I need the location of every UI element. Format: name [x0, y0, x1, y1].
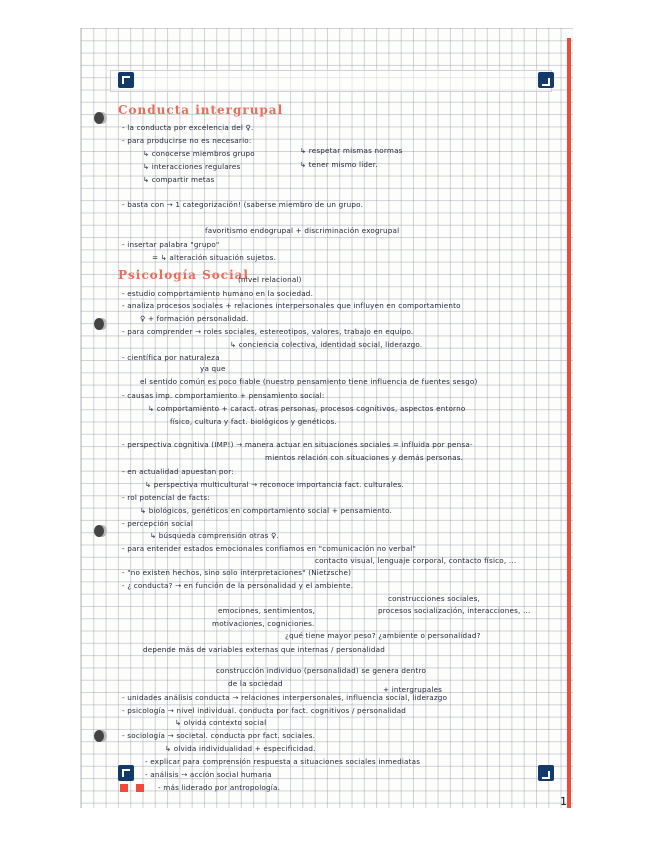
note-line: construcción individuo (personalidad) se genera dentro	[216, 666, 427, 675]
note-line: - para producirse no es necesario:	[122, 136, 252, 145]
note-line: construcciones sociales,	[388, 594, 481, 603]
note-line: ↳ búsqueda comprensión otras ♀.	[150, 531, 279, 540]
binder-hole	[94, 318, 104, 330]
binder-hole	[94, 730, 104, 742]
corner-mark-bottom-right-icon	[538, 765, 554, 781]
margin-red-line	[567, 38, 571, 808]
note-line: = ↳ alteración situación sujetos.	[152, 253, 277, 262]
red-square-mark	[136, 784, 144, 792]
note-line: depende más de variables externas que internas / personalidad	[143, 645, 386, 654]
corner-mark-bottom-left-icon	[118, 765, 134, 781]
note-line: - insertar palabra "grupo"	[122, 240, 220, 249]
corner-mark-top-left-icon	[118, 72, 134, 88]
note-line: - ¿ conducta? → en función de la personalidad y el ambiente.	[122, 581, 354, 590]
note-line: - estudio comportamiento humano en la sociedad.	[122, 289, 314, 298]
note-line: - percepción social	[122, 519, 194, 528]
note-line: - basta con → 1 categorización! (saberse miembro de un grupo.	[122, 200, 364, 209]
binder-hole	[94, 525, 104, 537]
note-line: motivaciones, cogniciones.	[212, 619, 315, 628]
note-line: + intergrupales	[383, 685, 443, 694]
header-box	[110, 70, 552, 92]
note-line: ¿qué tiene mayor peso? ¿ambiente o personalidad?	[285, 631, 481, 640]
note-line: ya que	[200, 364, 226, 373]
note-line: - para entender estados emocionales confiamos en "comunicación no verbal"	[122, 544, 417, 553]
note-line: favoritismo endogrupal + discriminación exogrupal	[205, 226, 400, 235]
note-line: ↳ respetar mismas normas	[300, 146, 403, 155]
note-line: - psicología → nivel individual. conducta por fact. cognitivos / personalidad	[122, 706, 407, 715]
note-line: - causas imp. comportamiento + pensamiento social:	[122, 391, 325, 400]
note-line: ↳ tener mismo líder.	[300, 160, 378, 169]
note-line: físico, cultura y fact. biológicos y genéticos.	[170, 417, 337, 426]
note-line: - más liderado por antropología.	[158, 783, 281, 792]
red-square-mark	[120, 784, 128, 792]
note-line: el sentido común es poco fiable (nuestro pensamiento tiene influencia de fuentes sesgo)	[140, 377, 478, 386]
heading-psicologia-social: Psicología Social	[118, 268, 249, 282]
note-line: ↳ olvida contexto social	[175, 718, 267, 727]
note-line: - en actualidad apuestan por:	[122, 467, 234, 476]
corner-mark-top-right-icon	[538, 72, 554, 88]
note-line: de la sociedad	[228, 679, 283, 688]
note-line: ↳ biológicos, genéticos en comportamiento social + pensamiento.	[140, 506, 392, 515]
note-line: mientos relación con situaciones y demás personas.	[265, 453, 464, 462]
note-line: ♀ + formación personalidad.	[140, 314, 249, 323]
note-line: ↳ conciencia colectiva, identidad social, liderazgo.	[230, 340, 423, 349]
note-line: ↳ conocerse miembros grupo	[143, 149, 255, 158]
binder-hole	[94, 112, 104, 124]
note-line: emociones, sentimientos,	[218, 606, 316, 615]
note-line: procesos socialización, interacciones, ...	[378, 606, 531, 615]
note-line: - analiza procesos sociales + relaciones interpersonales que influyen en comportamiento	[122, 301, 461, 310]
heading-psicologia-level: (nivel relacional)	[238, 275, 302, 284]
note-line: - la conducta por excelencia del ♀.	[122, 123, 254, 132]
note-line: ↳ compartir metas	[143, 175, 215, 184]
note-line: - perspectiva cognitiva (IMP!) → manera actuar en situaciones sociales = influida por pensa-	[122, 440, 473, 449]
note-line: - rol potencial de facts:	[122, 493, 210, 502]
note-line: - científica por naturaleza	[122, 353, 220, 362]
note-line: ↳ perspectiva multicultural → reconoce importancia fact. culturales.	[145, 480, 404, 489]
note-line: - análisis → acción social humana	[145, 770, 272, 779]
note-line: - unidades análisis conducta → relaciones interpersonales, influencia social, liderazgo	[122, 693, 448, 702]
note-line: - para comprender → roles sociales, estereotipos, valores, trabajo en equipo.	[122, 327, 414, 336]
heading-conducta-intergrupal: Conducta intergrupal	[118, 103, 284, 117]
note-line: - explicar para comprensión respuesta a situaciones sociales inmediatas	[145, 757, 421, 766]
page-number: 1	[560, 795, 567, 808]
note-line: contacto visual, lenguaje corporal, contacto físico, ...	[315, 556, 517, 565]
note-line: ↳ olvida individualidad + especificidad.	[165, 744, 316, 753]
note-line: ↳ comportamiento + caract. otras personas, procesos cognitivos, aspectos entorno	[148, 404, 466, 413]
note-line: - "no existen hechos, sino solo interpretaciones" (Nietzsche)	[122, 568, 352, 577]
note-line: ↳ interacciones regulares	[143, 162, 241, 171]
note-line: - sociología → societal. conducta por fact. sociales.	[122, 731, 316, 740]
